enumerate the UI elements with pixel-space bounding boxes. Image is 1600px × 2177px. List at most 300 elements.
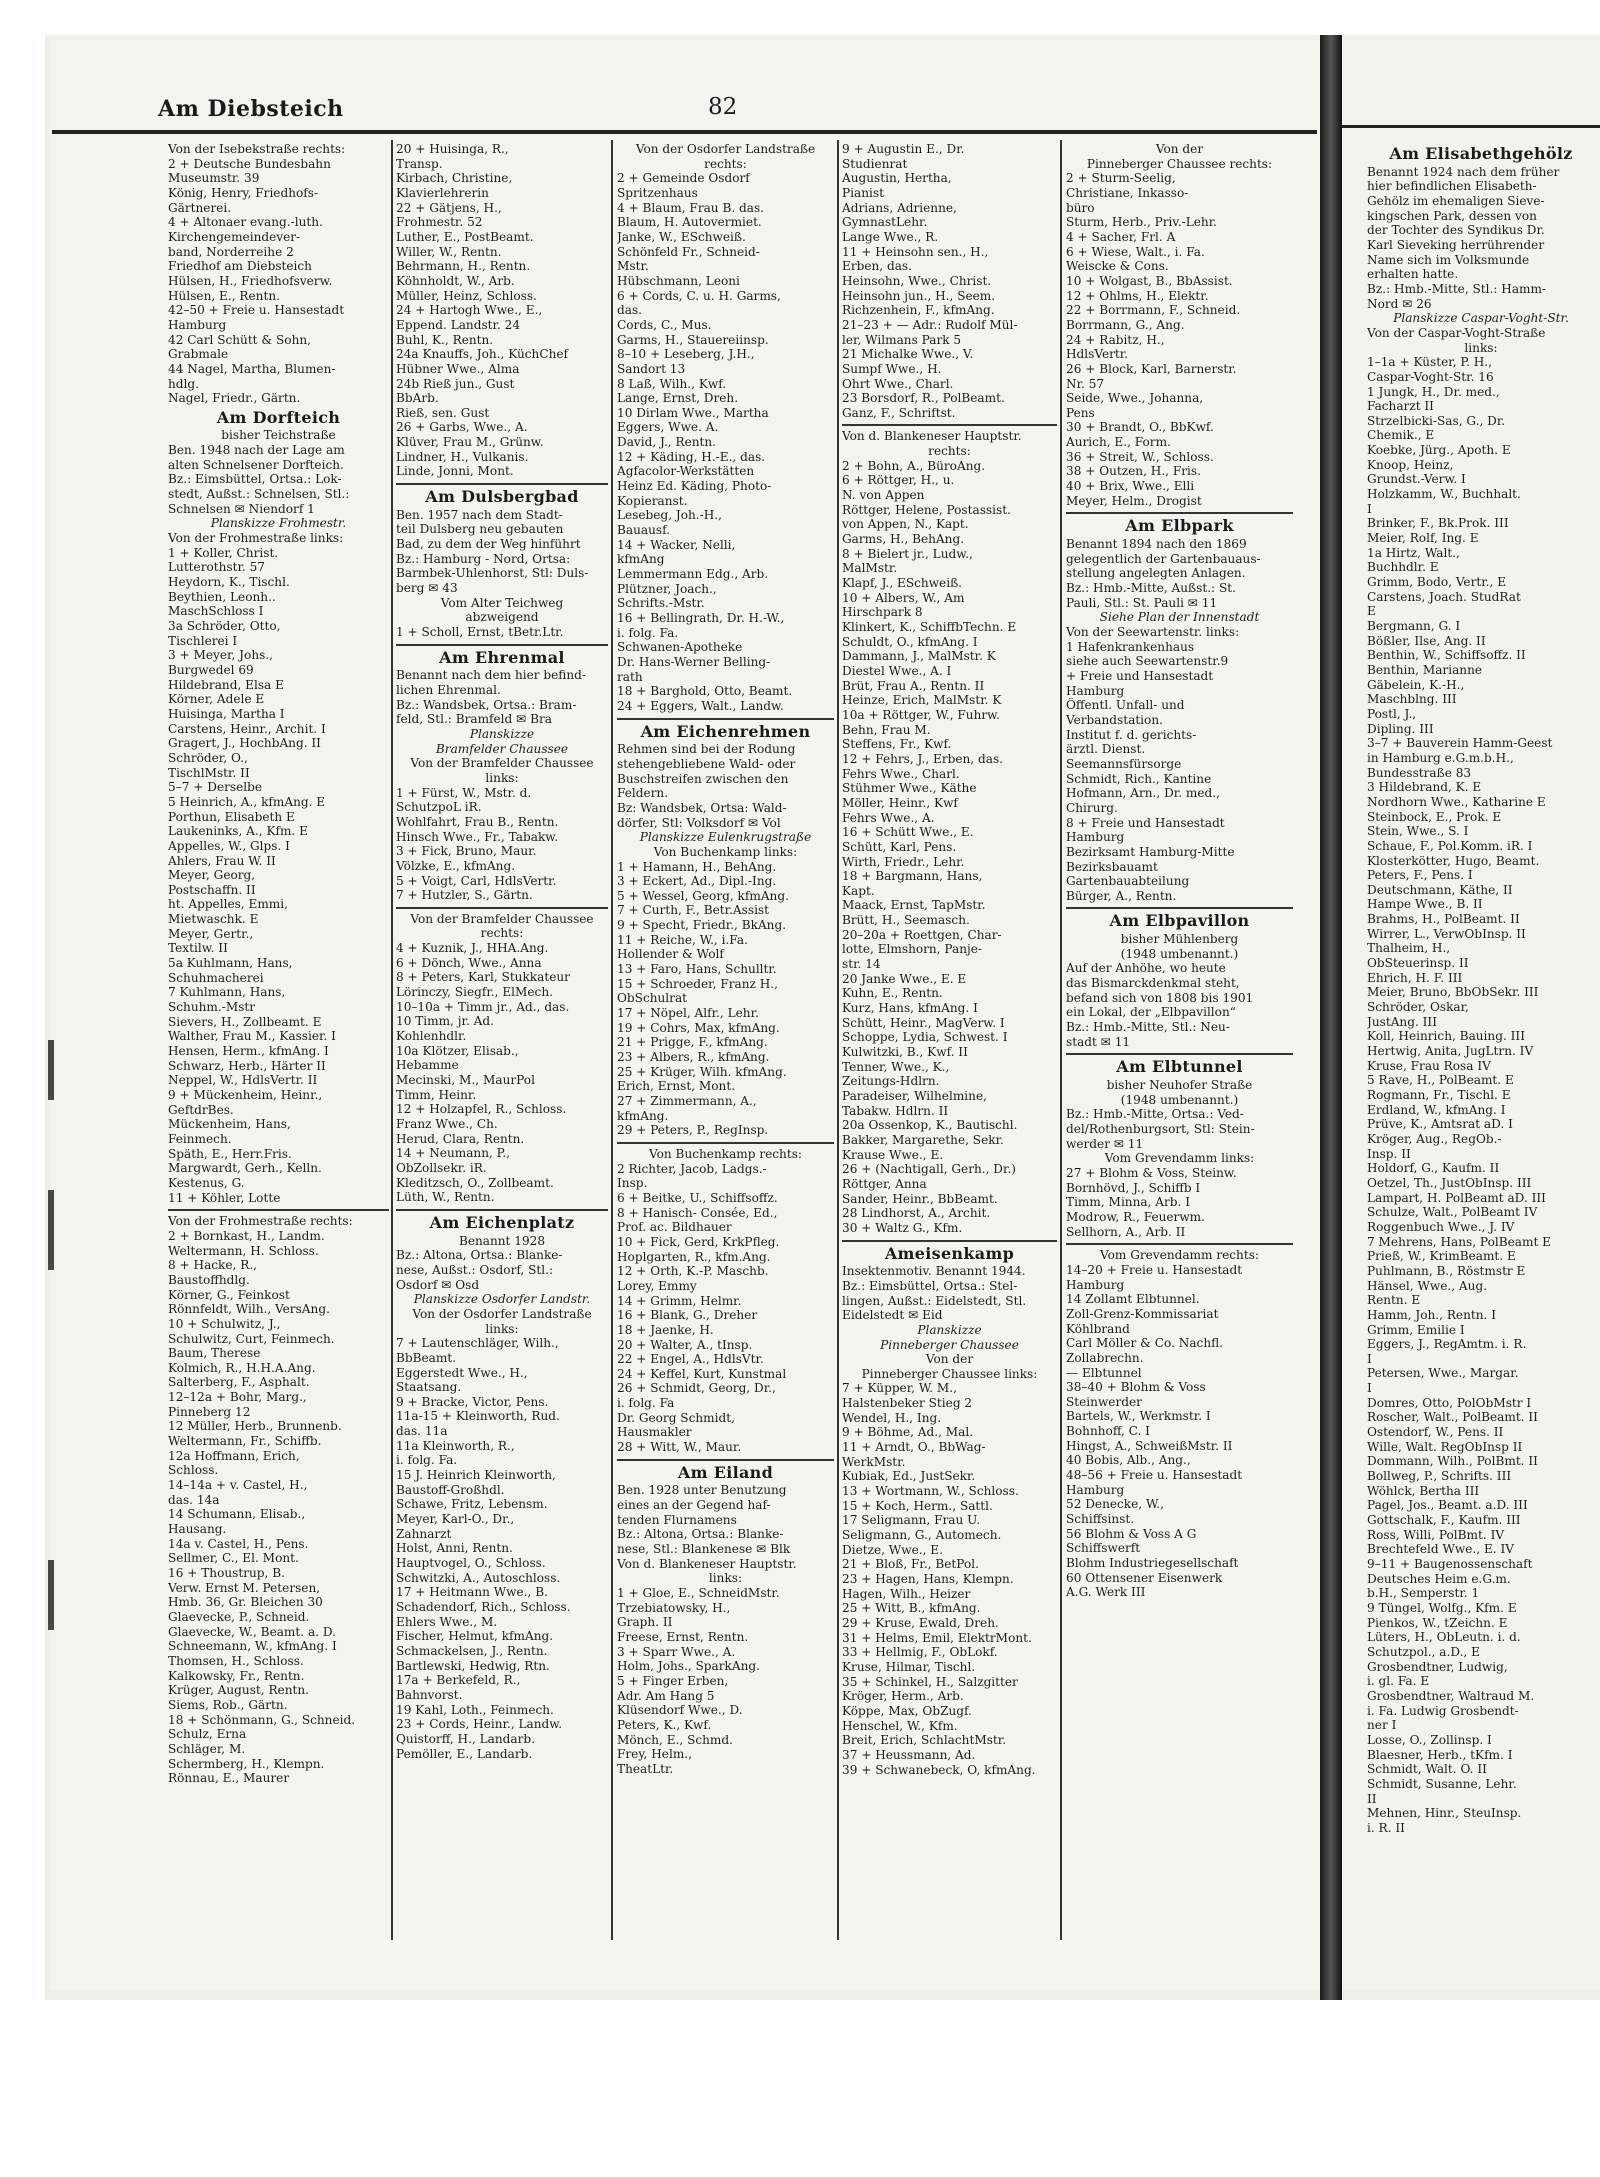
entry-line: Glaevecke, W., Beamt. a. D. (168, 1624, 336, 1639)
entry-line: 7 + Curth, F., Betr.Assist (617, 903, 769, 918)
entry-line: ObSchulrat (617, 991, 688, 1006)
entry-line: 24 + Hartogh Wwe., E., (396, 303, 543, 318)
entry-line: in Hamburg e.G.m.b.H., (1367, 750, 1514, 765)
entry-line: 35 + Schinkel, H., Salzgitter (842, 1674, 1018, 1689)
entry-line: Freese, Ernst, Rentn. (617, 1629, 749, 1644)
entry-line: Gottschalk, F., Kaufm. III (1367, 1513, 1521, 1528)
entry-line: Kopieranst. (617, 493, 688, 508)
entry-line: 9 + Mückenheim, Heinr., (168, 1088, 323, 1102)
entry-line: Schulze, Walt., PolBeamt IV (1367, 1205, 1538, 1220)
edge-shadow-1 (48, 1040, 54, 1100)
entry-line: Erich, Ernst, Mont. (617, 1079, 736, 1094)
entry-line: befand sich von 1808 bis 1901 (1066, 990, 1254, 1005)
entry-line: 3 + Meyer, Johs., (168, 648, 273, 663)
entry-line: Lüters, H., ObLeutn. i. d. (1367, 1630, 1521, 1645)
entry-line: 4 + Altonaer evang.-luth. (168, 215, 323, 230)
entry-line: 12 + Käding, H.-E., das. (617, 449, 766, 464)
entry-line: Köhnholdt, W., Arb. (396, 273, 515, 288)
entry-line: Bad, zu dem der Weg hinführt (396, 537, 581, 552)
entry-line: GymnastLehr. (842, 215, 928, 230)
entry-line: Fehrs Wwe., Charl. (842, 766, 960, 781)
section-heading: Am Ehrenmal (439, 647, 565, 667)
entry-line: Name sich im Volksmunde (1367, 252, 1530, 267)
entry-line: Blohm Industriegesellschaft (1066, 1556, 1239, 1571)
entry-line: Thomsen, H., Schloss. (168, 1653, 304, 1668)
entry-line: 21 Michalke Wwe., V. (842, 347, 974, 362)
entry-line: 7 + Hutzler, S., Gärtn. (396, 888, 533, 903)
entry-line: Bartlewski, Hedwig, Rtn. (396, 1658, 550, 1673)
entry-line: das. (617, 303, 643, 318)
entry-line: 18 + Bargmann, Hans, (842, 869, 983, 884)
entry-line: 19 Kahl, Loth., Feinmech. (396, 1702, 554, 1717)
entry-line: Ross, Willi, PolBmt. IV (1367, 1527, 1505, 1542)
entry-line: Klapf, J., ESchweiß. (842, 576, 963, 591)
entry-line: 9 + Specht, Friedr., BkAng. (617, 918, 787, 933)
entry-line: I (1367, 501, 1372, 516)
entry-line: 27 + Zimmermann, A., (617, 1094, 757, 1108)
entry-line: Bollweg, P., Schrifts. III (1367, 1469, 1512, 1484)
entry-line: Hübner Wwe., Alma (396, 361, 520, 376)
entry-line: Gärtnerei. (168, 200, 232, 215)
entry-line: Schutzpol., a.D., E (1367, 1644, 1480, 1659)
entry-line: Baustoff-Großhdl. (396, 1482, 505, 1497)
entry-line: Hampe Wwe., B. II (1367, 897, 1483, 912)
entry-line: Bz.: Eimsbüttel, Ortsa.: Stel- (842, 1278, 1018, 1293)
entry-line: 14 + Wacker, Nelli, (617, 537, 736, 552)
entry-line: Steinbock, E., Prok. E (1367, 809, 1502, 824)
entry-line: 10a + Röttger, W., Fuhrw. (842, 707, 1000, 722)
entry-line: Lampart, H. PolBeamt aD. III (1367, 1190, 1546, 1205)
centered-note: (1948 umbenannt.) (1120, 946, 1239, 961)
entry-line: von Appen, N., Kapt. (842, 517, 969, 532)
entry-line: Wendel, H., Ing. (842, 1410, 942, 1425)
entry-line: 12 + Ohlms, H., Elektr. (1066, 288, 1209, 303)
entry-line: 5 + Voigt, Carl, HdlsVertr. (396, 873, 557, 888)
entry-line: Gäbelein, K.-H., (1367, 677, 1465, 692)
entry-line: Strzelbicki-Sas, G., Dr. (1367, 413, 1506, 428)
entry-line: 52 Denecke, W., (1066, 1497, 1164, 1512)
entry-line: 17 Seligmann, Frau U. (842, 1513, 981, 1528)
entry-line: 17a + Berkefeld, R., (396, 1673, 521, 1688)
entry-line: kingschen Park, dessen von (1367, 208, 1537, 223)
entry-line: 14 Zollamt Elbtunnel. (1066, 1292, 1200, 1307)
entry-line: Holst, Anni, Rentn. (396, 1541, 513, 1556)
centered-note: Pinneberger Chaussee links: (861, 1366, 1038, 1381)
entry-line: 2 Richter, Jacob, Ladgs.- (617, 1161, 767, 1176)
entry-line: Späth, E., Herr.Fris. (168, 1146, 292, 1161)
entry-line: ObZollsekr. iR. (396, 1160, 487, 1175)
entry-line: Bz.: Altona, Ortsa.: Blanke- (617, 1527, 784, 1542)
entry-line: Weiscke & Cons. (1066, 259, 1169, 274)
entry-line: 25 + Witt, B., kfmAng. (842, 1601, 981, 1616)
entry-line: Stein, Wwe., S. I (1367, 824, 1469, 839)
entry-line: Zeitungs-Hdlrn. (842, 1074, 940, 1089)
entry-line: Kolmich, R., H.H.A.Ang. (168, 1360, 316, 1375)
entry-line: Maack, Ernst, TapMstr. (842, 898, 986, 913)
entry-line: 1 Jungk, H., Dr. med., (1367, 384, 1500, 399)
entry-line: Bezirksbauamt (1066, 859, 1158, 874)
entry-line: 39 + Schwanebeck, O, kfmAng. (842, 1762, 1036, 1777)
entry-line: Klüver, Frau M., Grünw. (396, 435, 544, 450)
entry-line: 21 + Prigge, F., kfmAng. (617, 1035, 768, 1050)
entry-line: Hauptvogel, O., Schloss. (396, 1556, 546, 1571)
entry-line: Siems, Rob., Gärtn. (168, 1697, 288, 1712)
entry-line: 8 + Bielert jr., Ludw., (842, 546, 973, 561)
entry-line: 36 + Streit, W., Schloss. (1066, 449, 1214, 464)
entry-line: 23 + Cords, Heinr., Landw. (396, 1717, 563, 1732)
entry-line: lotte, Elmshorn, Panje- (842, 942, 982, 957)
divider-rule (617, 718, 834, 720)
entry-line: Hirschpark 8 (842, 605, 923, 620)
entry-line: Müller, Heinz, Schloss. (396, 288, 537, 303)
entry-line: Von d. Blankeneser Hauptstr. (617, 1556, 797, 1571)
entry-line: Schläger, M. (168, 1741, 246, 1756)
entry-line: Neppel, W., HdlsVertr. II (168, 1073, 318, 1088)
entry-line: TischlMstr. II (168, 765, 250, 780)
entry-line: Schmackelsen, J., Rentn. (396, 1643, 548, 1658)
entry-line: I (1367, 1381, 1372, 1396)
entry-line: Mietwaschk. E (168, 912, 259, 927)
entry-line: 12 + Holzapfel, R., Schloss. (396, 1102, 567, 1117)
header-rule (52, 130, 1317, 134)
entry-line: Schulz, Erna (168, 1727, 247, 1742)
entry-line: Bauausf. (617, 523, 670, 538)
entry-line: Sellhorn, A., Arb. II (1066, 1224, 1186, 1239)
entry-line: Schröder, Oskar, (1367, 1000, 1469, 1015)
entry-line: 3–7 + Bauverein Hamm-Geest (1367, 736, 1553, 751)
entry-line: Rieß, sen. Gust (396, 405, 490, 420)
entry-line: Möller, Heinr., Kwf (842, 795, 958, 810)
entry-line: Von der Caspar-Voght-Straße (1367, 325, 1546, 340)
entry-line: Cords, C., Mus. (617, 317, 712, 332)
entry-line: 12 + Orth, K.-P. Maschb. (617, 1264, 769, 1279)
divider-rule (396, 483, 608, 485)
entry-line: Schröder, O., (168, 750, 248, 765)
entry-line: 40 + Brix, Wwe., Elli (1066, 479, 1195, 494)
entry-line: Schaue, F., Pol.Komm. iR. I (1367, 838, 1533, 853)
entry-line: Holm, Johs., SparkAng. (617, 1659, 760, 1674)
entry-line: Tischlerei I (168, 633, 238, 648)
entry-line: Hausang. (168, 1522, 227, 1537)
entry-line: 20 + Walter, A., tInsp. (617, 1337, 753, 1352)
entry-line: Bakker, Margarethe, Sekr. (842, 1132, 1004, 1147)
centered-note: Vom Grevendamm rechts: (1100, 1248, 1259, 1263)
entry-line: 1 + Koller, Christ. (168, 545, 279, 560)
entry-line: Thalheim, H., (1367, 941, 1451, 956)
entry-line: Hagen, Wilh., Heizer (842, 1586, 971, 1601)
centered-note: bisher Mühlenberg (1120, 932, 1239, 947)
plan-reference: Planskizze Caspar-Voght-Str. (1393, 311, 1569, 326)
entry-line: Zollabrechn. (1066, 1350, 1144, 1365)
entry-line: Hamburg (1066, 1482, 1125, 1497)
entry-line: Sellmer, C., El. Mont. (168, 1551, 299, 1566)
column-2 (396, 142, 608, 1942)
entry-line: nese, Außst.: Osdorf, Stl.: (396, 1262, 554, 1277)
entry-line: Bürger, A., Rentn. (1066, 888, 1177, 903)
divider-rule (1066, 907, 1293, 909)
entry-line: E (1367, 604, 1376, 619)
entry-line: Wirth, Friedr., Lehr. (842, 854, 965, 869)
entry-line: Klüsendorf Wwe., D. (617, 1703, 743, 1718)
entry-line: i. gl. Fa. E (1367, 1674, 1430, 1689)
running-head: Am Diebsteich (158, 96, 344, 122)
entry-line: 24a Knauffs, Joh., KüchChef (396, 347, 568, 362)
entry-line: Tabakw. Hdlrn. II (842, 1103, 949, 1118)
section-heading: Am Eiland (677, 1462, 774, 1482)
entry-line: Behrmann, H., Rentn. (396, 259, 531, 274)
entry-line: 6 + Dönch, Wwe., Anna (396, 955, 542, 970)
entry-line: str. 14 (842, 957, 881, 972)
entry-line: Holdorf, G., Kaufm. II (1367, 1161, 1500, 1176)
entry-line: 10–10a + Timm jr., Ad., das. (396, 999, 570, 1014)
entry-line: Fischer, Helmut, kfmAng. (396, 1629, 554, 1644)
entry-line: Henschel, W., Kfm. (842, 1718, 958, 1733)
entry-line: Grosbendtner, Ludwig, (1367, 1659, 1508, 1674)
entry-line: Hebamme (396, 1058, 459, 1073)
entry-line: 3 Hildebrand, K. E (1367, 780, 1482, 795)
entry-line: Glaevecke, P., Schneid. (168, 1609, 310, 1624)
entry-line: Rogmann, Fr., Tischl. E (1367, 1088, 1511, 1102)
entry-line: lichen Ehrenmal. (396, 682, 501, 697)
entry-line: Kurz, Hans, kfmAng. I (842, 1001, 978, 1016)
entry-line: Krüger, August, Rentn. (168, 1683, 309, 1698)
entry-line: ner I (1367, 1718, 1397, 1733)
entry-line: Grundst.-Verw. I (1367, 472, 1466, 487)
entry-line: Koll, Heinrich, Bauing. III (1367, 1029, 1525, 1044)
entry-line: Adr. Am Hang 5 (617, 1688, 715, 1703)
entry-line: Christiane, Inkasso- (1066, 185, 1189, 200)
entry-line: Sumpf Wwe., H. (842, 361, 942, 376)
edge-shadow-3 (48, 1560, 54, 1630)
entry-line: Hübschmann, Leoni (617, 273, 740, 288)
entry-line: Osdorf ✉ Osd (396, 1277, 480, 1292)
entry-line: Meyer, Georg, (168, 868, 256, 883)
entry-line: Maschblng. III (1367, 692, 1457, 707)
entry-line: N. von Appen (842, 488, 925, 503)
entry-line: II (1367, 1791, 1377, 1806)
entry-line: 11 + Reiche, W., i.Fa. (617, 932, 748, 947)
entry-line: Gehölz im ehemaligen Sieve- (1367, 193, 1545, 208)
entry-line: nese, Stl.: Blankenese ✉ Blk (617, 1542, 791, 1557)
entry-line: 14a v. Castel, H., Pens. (168, 1536, 309, 1551)
entry-line: Bergmann, G. I (1367, 619, 1461, 633)
entry-line: Janke, W., ESchweiß. (617, 229, 746, 244)
entry-line: Dietze, Wwe., E. (842, 1542, 943, 1557)
entry-line: 33 + Hellmig, F., ObLokf. (842, 1645, 998, 1660)
entry-line: stadt ✉ 11 (1066, 1034, 1131, 1049)
centered-note: Pinneberger Chaussee rechts: (1086, 156, 1273, 171)
entry-line: 24 + Eggers, Walt., Landw. (617, 698, 784, 713)
entry-line: 29 + Peters, P., RegInsp. (617, 1123, 769, 1138)
entry-line: Benannt 1924 nach dem früher (1367, 164, 1560, 179)
centered-note: links: (485, 1321, 519, 1336)
entry-line: Hamburg (1066, 683, 1125, 698)
entry-line: 30 + Brandt, O., BbKwf. (1066, 420, 1214, 435)
entry-line: Barmbek-Uhlenhorst, Stl: Duls- (396, 566, 589, 581)
entry-line: Heinsohn, Wwe., Christ. (842, 273, 992, 288)
entry-line: kfmAng (617, 552, 665, 567)
entry-line: stedt, Außst.: Schnelsen, Stl.: (168, 487, 350, 502)
column-facing (1367, 142, 1595, 1942)
entry-line: Heydorn, K., Tischl. (168, 575, 290, 590)
entry-line: Feldern. (617, 786, 669, 801)
entry-line: Insp. (617, 1176, 648, 1191)
entry-line: Borrmann, G., Ang. (1066, 317, 1185, 332)
entry-line: 6 + Beitke, U., Schiffsoffz. (617, 1190, 778, 1205)
entry-line: Klosterkötter, Hugo, Beamt. (1367, 853, 1540, 868)
entry-line: 28 + Witt, W., Maur. (617, 1440, 742, 1455)
entry-line: siehe auch Seewartenstr.9 (1066, 654, 1229, 669)
entry-line: Lutterothstr. 57 (168, 560, 266, 575)
entry-line: i. folg. Fa (617, 1396, 675, 1411)
entry-line: Buhl, K., Rentn. (396, 332, 494, 347)
entry-line: Hamm, Joh., Rentn. I (1367, 1307, 1496, 1322)
entry-line: 5 Heinrich, A., kfmAng. E (168, 794, 326, 809)
divider-rule (1066, 1053, 1293, 1055)
entry-line: 3 + Sparr Wwe., A. (617, 1644, 736, 1659)
entry-line: 8 Laß, Wilh., Kwf. (617, 376, 727, 391)
entry-line: 8 + Peters, Karl, Stukkateur (396, 970, 570, 985)
entry-line: 2 + Sturm-Seelig, (1066, 171, 1176, 186)
entry-line: Schönfeld Fr., Schneid- (617, 244, 760, 259)
entry-line: Hildebrand, Elsa E (168, 677, 284, 692)
entry-line: 2 + Deutsche Bundesbahn (168, 156, 331, 171)
entry-line: Ben. 1948 nach der Lage am (168, 443, 345, 458)
entry-line: 3a Schröder, Otto, (168, 619, 281, 633)
entry-line: 29 + Kruse, Ewald, Dreh. (842, 1615, 999, 1630)
centered-note: rechts: (928, 444, 971, 459)
entry-line: Hingst, A., SchweißMstr. II (1066, 1438, 1233, 1453)
entry-line: MalMstr. (842, 561, 898, 576)
entry-line: 12a Hoffmann, Erich, (168, 1448, 300, 1463)
entry-line: Pinneberg 12 (168, 1404, 251, 1419)
centered-note: Von der Bramfelder Chaussee (410, 756, 594, 771)
entry-line: Kohlenhdlr. (396, 1029, 467, 1044)
entry-line: 10 + Wolgast, B., BbAssist. (1066, 273, 1233, 288)
entry-line: 24 + Rabitz, H., (1066, 332, 1165, 347)
entry-line: Dr. Georg Schmidt, (617, 1410, 735, 1425)
entry-line: 7 Mehrens, Hans, PolBeamt E (1367, 1234, 1551, 1249)
section-heading: Am Dulsbergbad (425, 487, 579, 507)
entry-line: 17 + Nöpel, Alfr., Lehr. (617, 1006, 759, 1021)
entry-line: Hensen, Herm., kfmAng. I (168, 1044, 329, 1059)
entry-line: Wöhlck, Bertha III (1367, 1483, 1480, 1498)
entry-line: TheatLtr. (617, 1761, 674, 1776)
entry-line: Dipling. III (1367, 721, 1434, 736)
entry-line: Steinwerder (1066, 1394, 1142, 1409)
entry-line: 9 + Böhme, Ad., Mal. (842, 1425, 974, 1440)
entry-line: Hinsch Wwe., Fr., Tabakw. (396, 829, 559, 844)
entry-line: 23 + Hagen, Hans, Klempn. (842, 1572, 1014, 1586)
entry-line: 12–12a + Bohr, Marg., (168, 1390, 307, 1405)
entry-line: Buchhdlr. E (1367, 560, 1439, 575)
entry-line: Carstens, Heinr., Archit. I (168, 721, 326, 736)
entry-line: Postl, J., (1367, 706, 1417, 721)
entry-line: Steffens, Fr., Kwf. (842, 737, 952, 752)
entry-line: Schulwitz, Curt, Feinmech. (168, 1331, 335, 1346)
entry-line: Brüt, Frau A., Rentn. II (842, 678, 985, 693)
divider-rule (842, 424, 1057, 426)
entry-line: Eidelstedt ✉ Eid (842, 1308, 943, 1323)
entry-line: Seemannsfürsorge (1066, 756, 1182, 771)
entry-line: Lüth, W., Rentn. (396, 1190, 495, 1205)
column-5 (1066, 142, 1293, 1942)
entry-line: Baum, Therese (168, 1346, 261, 1361)
entry-line: Feinmech. (168, 1131, 232, 1146)
section-heading: Am Eichenrehmen (640, 721, 811, 741)
entry-line: Breit, Erich, SchlachtMstr. (842, 1733, 1007, 1748)
entry-line: Bz.: Hmb.-Mitte, Stl.: Neu- (1066, 1020, 1230, 1035)
entry-line: Schermberg, H., Klempn. (168, 1756, 325, 1771)
entry-line: 10 + Albers, W., Am (842, 590, 965, 605)
entry-line: Chemik., E (1367, 428, 1435, 443)
entry-line: 4 + Blaum, Frau B. das. (617, 200, 765, 215)
entry-line: berg ✉ 43 (396, 581, 458, 596)
entry-line: Körner, Adele E (168, 692, 265, 707)
entry-line: 3 + Fick, Bruno, Maur. (396, 844, 537, 859)
entry-line: Bahnvorst. (396, 1687, 463, 1702)
entry-line: Mückenheim, Hans, (168, 1117, 291, 1132)
divider-rule (617, 1142, 834, 1144)
entry-line: Carstens, Joach. StudRat (1367, 589, 1521, 604)
entry-line: Spritzenhaus (617, 185, 698, 200)
entry-line: hier befindlichen Elisabeth- (1367, 179, 1537, 194)
entry-line: Nord ✉ 26 (1367, 296, 1432, 311)
entry-line: Staatsang. (396, 1380, 462, 1395)
entry-line: MaschSchloss I (168, 604, 264, 619)
entry-line: Bohnhoff, C. I (1066, 1424, 1150, 1439)
plan-reference: Planskizze (917, 1322, 982, 1337)
section-heading: Am Elbtunnel (1116, 1057, 1243, 1077)
entry-line: Erdland, W., kfmAng. I (1367, 1102, 1506, 1117)
entry-line: 16 + Bellingrath, Dr. H.-W., (617, 611, 785, 625)
entry-line: Burgwedel 69 (168, 662, 254, 677)
divider-rule (396, 644, 608, 646)
entry-line: Linde, Jonni, Mont. (396, 464, 514, 479)
entry-line: Lörinczy, Siegfr., ElMech. (396, 985, 553, 1000)
entry-line: 21–23 + — Adr.: Rudolf Mül- (842, 317, 1018, 332)
entry-line: Lindner, H., Vulkanis. (396, 449, 529, 464)
entry-line: Karl Sieveking herrührender (1367, 237, 1545, 252)
centered-note: rechts: (480, 926, 524, 941)
entry-line: 16 + Blank, G., Dreher (617, 1308, 758, 1323)
entry-line: Frey, Helm., (617, 1747, 692, 1762)
book-gutter (1320, 35, 1342, 2000)
column-4 (842, 142, 1057, 1942)
entry-line: Studienrat (842, 156, 908, 171)
centered-note: bisher Neuhofer Straße (1106, 1078, 1253, 1093)
entry-line: 10 + Fick, Gerd, KrkPfleg. (617, 1234, 780, 1249)
entry-line: Friedhof am Diebsteich (168, 259, 312, 274)
entry-line: Schuldt, O., kfmAng. I (842, 634, 978, 649)
entry-line: Hollender & Wolf (617, 947, 724, 962)
entry-line: Grabmale (168, 347, 229, 362)
column-3 (617, 142, 834, 1942)
entry-line: Ehlers Wwe., M. (396, 1614, 498, 1629)
entry-line: i. Fa. Ludwig Grosbendt- (1367, 1703, 1519, 1718)
entry-line: Brechtefeld Wwe., E. IV (1367, 1542, 1514, 1557)
entry-line: Buschstreifen zwischen den (617, 771, 789, 786)
entry-line: Pemöller, E., Landarb. (396, 1746, 533, 1761)
entry-line: i. folg. Fa. (396, 1453, 458, 1468)
entry-line: Schwarz, Herb., Härter II (168, 1058, 326, 1073)
section-heading: Am Elbpark (1125, 516, 1234, 536)
entry-line: Lemmermann Edg., Arb. (617, 567, 769, 582)
column-1 (168, 142, 389, 1942)
entry-line: Schrifts.-Mstr. (617, 596, 705, 611)
column-divider (391, 140, 393, 1940)
entry-line: HdlsVertr. (1066, 347, 1129, 362)
